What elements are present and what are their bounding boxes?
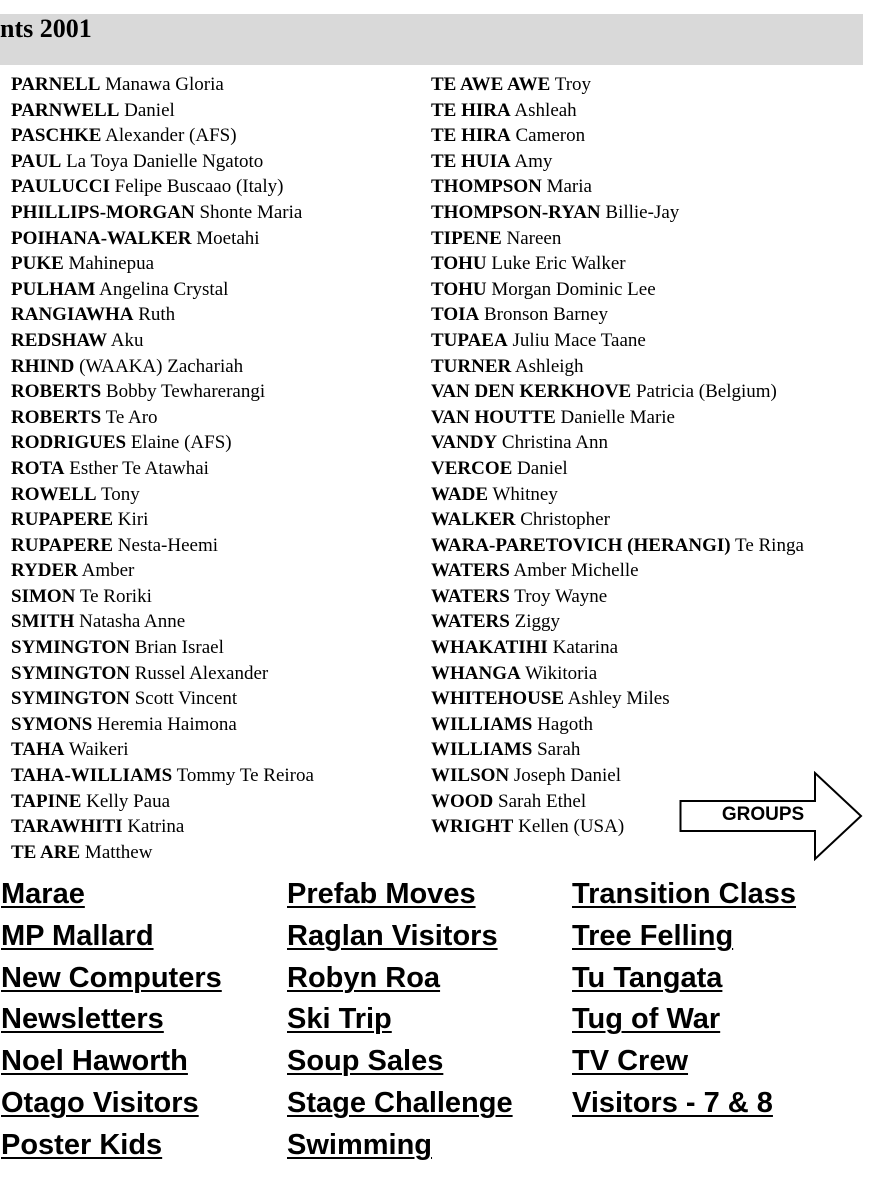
student-surname: WILSON bbox=[431, 765, 510, 787]
student-surname: SMITH bbox=[11, 611, 75, 633]
student-surname: SYMINGTON bbox=[11, 637, 130, 659]
link-swimming[interactable]: Swimming bbox=[287, 1128, 433, 1161]
page-title: nts 2001 bbox=[0, 14, 92, 43]
student-name bbox=[11, 737, 314, 763]
student-given-names: Te Roriki bbox=[79, 585, 152, 607]
student-name bbox=[431, 405, 804, 431]
groups-button-label: GROUPS bbox=[721, 804, 805, 825]
student-surname: VANDY bbox=[431, 432, 498, 454]
student-given-names: Nareen bbox=[506, 227, 562, 249]
student-given-names: (WAAKA) Zachariah bbox=[79, 355, 244, 377]
group-link-item bbox=[287, 1041, 513, 1083]
student-given-names: Kiri bbox=[117, 509, 149, 531]
student-given-names: Christina Ann bbox=[501, 432, 609, 454]
link-tree-felling[interactable]: Tree Felling bbox=[572, 919, 734, 952]
student-surname: PASCHKE bbox=[11, 125, 102, 147]
link-tv-crew[interactable]: TV Crew bbox=[572, 1045, 689, 1078]
student-given-names: Ashleigh bbox=[514, 355, 584, 377]
student-name bbox=[11, 763, 314, 789]
student-surname: TE ARE bbox=[11, 841, 81, 863]
student-given-names: Sarah bbox=[537, 739, 581, 761]
student-surname: WATERS bbox=[431, 560, 510, 582]
student-list-right bbox=[431, 72, 804, 840]
student-given-names: Morgan Dominic Lee bbox=[491, 278, 656, 300]
student-surname: TARAWHITI bbox=[11, 816, 123, 838]
student-given-names: La Toya Danielle Ngatoto bbox=[66, 150, 264, 172]
student-surname: VAN HOUTTE bbox=[431, 406, 556, 428]
group-link-item bbox=[1, 874, 222, 916]
student-name bbox=[11, 405, 314, 431]
student-surname: TURNER bbox=[431, 355, 512, 377]
student-given-names: Nesta-Heemi bbox=[117, 534, 219, 556]
student-given-names: Amy bbox=[514, 150, 553, 172]
student-surname: RYDER bbox=[11, 560, 78, 582]
student-surname: PUKE bbox=[11, 253, 64, 275]
link-prefab-moves[interactable]: Prefab Moves bbox=[287, 878, 476, 910]
student-given-names: Maria bbox=[546, 176, 592, 198]
group-link-item bbox=[1, 1125, 222, 1167]
student-given-names: Luke Eric Walker bbox=[491, 253, 626, 275]
group-link-item bbox=[287, 916, 513, 958]
link-ski-trip[interactable]: Ski Trip bbox=[287, 1003, 392, 1036]
student-name bbox=[11, 456, 314, 482]
student-name bbox=[431, 251, 804, 277]
student-name bbox=[431, 379, 804, 405]
student-given-names: Joseph Daniel bbox=[513, 765, 622, 787]
student-surname: PARNWELL bbox=[11, 99, 120, 121]
student-surname: WRIGHT bbox=[431, 816, 514, 838]
group-link-item bbox=[287, 1083, 513, 1125]
student-name bbox=[11, 277, 314, 303]
link-mp-mallard[interactable]: MP Mallard bbox=[1, 919, 154, 952]
group-link-item bbox=[287, 958, 513, 1000]
student-surname: PARNELL bbox=[11, 74, 101, 95]
group-link-item bbox=[1, 999, 222, 1041]
student-name bbox=[11, 814, 314, 840]
student-name bbox=[431, 123, 804, 149]
group-link-item bbox=[1, 1083, 222, 1125]
student-surname: TE HUIA bbox=[431, 150, 511, 172]
student-given-names: Patricia (Belgium) bbox=[635, 381, 777, 403]
student-given-names: Brian Israel bbox=[134, 637, 224, 659]
link-poster-kids[interactable]: Poster Kids bbox=[1, 1128, 163, 1161]
link-raglan-visitors[interactable]: Raglan Visitors bbox=[287, 919, 498, 952]
student-name bbox=[11, 123, 314, 149]
student-given-names: Heremia Haimona bbox=[97, 713, 237, 735]
student-name bbox=[431, 302, 804, 328]
student-given-names: Moetahi bbox=[196, 227, 260, 249]
student-surname: TE HIRA bbox=[431, 125, 511, 147]
student-given-names: Juliu Mace Taane bbox=[512, 329, 646, 351]
link-visitors-7-8[interactable]: Visitors - 7 & 8 bbox=[572, 1086, 773, 1119]
student-surname: VERCOE bbox=[431, 457, 513, 479]
group-link-item bbox=[572, 1041, 796, 1083]
link-new-computers[interactable]: New Computers bbox=[1, 961, 222, 994]
student-name bbox=[11, 609, 314, 635]
student-name bbox=[11, 635, 314, 661]
student-surname: PHILLIPS-MORGAN bbox=[11, 201, 195, 223]
group-link-item bbox=[1, 958, 222, 1000]
student-given-names: Felipe Buscaao (Italy) bbox=[114, 176, 284, 198]
student-surname: WOOD bbox=[431, 790, 494, 812]
student-given-names: Mahinepua bbox=[68, 253, 155, 275]
student-given-names: Katrina bbox=[127, 816, 185, 838]
student-given-names: Daniel bbox=[124, 99, 175, 121]
student-name bbox=[431, 533, 804, 559]
student-given-names: Ziggy bbox=[514, 611, 560, 633]
link-tug-of-war[interactable]: Tug of War bbox=[572, 1003, 721, 1036]
student-name bbox=[431, 737, 804, 763]
group-links-col-1 bbox=[1, 874, 222, 1167]
student-name bbox=[11, 712, 314, 738]
student-surname: RUPAPERE bbox=[11, 509, 114, 531]
student-surname: WILLIAMS bbox=[431, 739, 533, 761]
student-given-names: Natasha Anne bbox=[79, 611, 186, 633]
student-surname: TOHU bbox=[431, 253, 487, 275]
link-robyn-roa[interactable]: Robyn Roa bbox=[287, 961, 441, 994]
student-name bbox=[431, 72, 804, 98]
student-given-names: Te Aro bbox=[105, 406, 158, 428]
student-surname: PAULUCCI bbox=[11, 176, 110, 198]
student-surname: THOMPSON-RYAN bbox=[431, 201, 601, 223]
student-name bbox=[431, 149, 804, 175]
student-name bbox=[11, 789, 314, 815]
student-name bbox=[11, 840, 314, 866]
student-surname: TE AWE AWE bbox=[431, 74, 551, 95]
group-link-item bbox=[1, 1041, 222, 1083]
group-link-item bbox=[287, 999, 513, 1041]
student-given-names: Angelina Crystal bbox=[99, 278, 229, 300]
student-surname: VAN DEN KERKHOVE bbox=[431, 381, 632, 403]
student-surname: WHITEHOUSE bbox=[431, 688, 565, 710]
student-list-left bbox=[11, 72, 314, 865]
student-given-names: Hagoth bbox=[537, 713, 594, 735]
student-name bbox=[431, 354, 804, 380]
student-given-names: Cameron bbox=[515, 125, 586, 147]
student-name bbox=[431, 200, 804, 226]
student-surname: WHAKATIHI bbox=[431, 637, 548, 659]
student-given-names: Ashleah bbox=[514, 99, 577, 121]
student-name bbox=[11, 328, 314, 354]
student-given-names: Ruth bbox=[138, 304, 176, 326]
group-link-item bbox=[572, 958, 796, 1000]
student-surname: ROBERTS bbox=[11, 406, 102, 428]
student-name bbox=[431, 328, 804, 354]
student-given-names: Katarina bbox=[552, 637, 618, 659]
student-given-names: Christopher bbox=[520, 509, 610, 531]
student-name bbox=[431, 430, 804, 456]
student-name bbox=[431, 507, 804, 533]
student-name bbox=[11, 174, 314, 200]
student-given-names: Troy Wayne bbox=[514, 585, 608, 607]
student-name bbox=[431, 226, 804, 252]
student-name bbox=[11, 354, 314, 380]
student-name bbox=[431, 456, 804, 482]
group-link-item bbox=[287, 874, 513, 916]
student-given-names: Alexander (AFS) bbox=[105, 125, 237, 147]
student-name bbox=[11, 661, 314, 687]
student-name bbox=[431, 98, 804, 124]
group-link-item bbox=[572, 874, 796, 916]
student-given-names: Bobby Tewharerangi bbox=[105, 381, 266, 403]
link-marae[interactable]: Marae bbox=[1, 878, 85, 910]
student-surname: WATERS bbox=[431, 611, 510, 633]
group-link-item bbox=[572, 916, 796, 958]
student-given-names: Matthew bbox=[84, 841, 153, 863]
student-given-names: Daniel bbox=[517, 457, 568, 479]
student-surname: WATERS bbox=[431, 585, 510, 607]
student-surname: SYMONS bbox=[11, 713, 93, 735]
student-name bbox=[11, 558, 314, 584]
student-name bbox=[11, 584, 314, 610]
student-name bbox=[11, 251, 314, 277]
student-surname: SIMON bbox=[11, 585, 76, 607]
student-name bbox=[11, 302, 314, 328]
student-given-names: Tony bbox=[100, 483, 140, 505]
student-surname: POIHANA-WALKER bbox=[11, 227, 192, 249]
student-name bbox=[431, 558, 804, 584]
student-surname: PAUL bbox=[11, 150, 62, 172]
student-name bbox=[431, 609, 804, 635]
student-given-names: Ashley Miles bbox=[567, 688, 670, 710]
student-surname: RANGIAWHA bbox=[11, 304, 134, 326]
student-name bbox=[11, 98, 314, 124]
link-noel-haworth[interactable]: Noel Haworth bbox=[1, 1045, 188, 1078]
student-name bbox=[11, 226, 314, 252]
student-name bbox=[11, 200, 314, 226]
groups-arrow-button[interactable] bbox=[679, 771, 863, 861]
group-link-item bbox=[572, 999, 796, 1041]
student-name bbox=[431, 686, 804, 712]
student-name bbox=[431, 635, 804, 661]
group-links-col-3 bbox=[572, 874, 796, 1125]
student-surname: RHIND bbox=[11, 355, 75, 377]
group-links-col-2 bbox=[287, 874, 513, 1167]
student-given-names: Manawa Gloria bbox=[105, 74, 224, 95]
student-surname: SYMINGTON bbox=[11, 688, 130, 710]
link-tu-tangata[interactable]: Tu Tangata bbox=[572, 961, 723, 994]
student-surname: TUPAEA bbox=[431, 329, 508, 351]
group-link-item bbox=[572, 1083, 796, 1125]
group-link-item bbox=[1, 916, 222, 958]
student-surname: WHANGA bbox=[431, 662, 521, 684]
link-soup-sales[interactable]: Soup Sales bbox=[287, 1045, 444, 1078]
student-surname: TIPENE bbox=[431, 227, 502, 249]
student-surname: TOIA bbox=[431, 304, 480, 326]
student-surname: WILLIAMS bbox=[431, 713, 533, 735]
student-given-names: Russel Alexander bbox=[134, 662, 269, 684]
student-name bbox=[431, 482, 804, 508]
student-surname: TAHA bbox=[11, 739, 65, 761]
student-given-names: Wikitoria bbox=[525, 662, 598, 684]
student-surname: TE HIRA bbox=[431, 99, 511, 121]
student-surname: PULHAM bbox=[11, 278, 96, 300]
student-given-names: Waikeri bbox=[68, 739, 129, 761]
student-surname: ROTA bbox=[11, 457, 65, 479]
student-name bbox=[11, 72, 314, 98]
student-name bbox=[11, 430, 314, 456]
student-given-names: Shonte Maria bbox=[199, 201, 303, 223]
student-given-names: Aku bbox=[110, 329, 144, 351]
student-given-names: Scott Vincent bbox=[134, 688, 238, 710]
student-given-names: Esther Te Atawhai bbox=[69, 457, 209, 479]
student-surname: TOHU bbox=[431, 278, 487, 300]
student-given-names: Te Ringa bbox=[735, 534, 804, 556]
student-given-names: Amber Michelle bbox=[513, 560, 639, 582]
student-name bbox=[11, 686, 314, 712]
student-given-names: Tommy Te Reiroa bbox=[176, 765, 314, 787]
student-surname: WADE bbox=[431, 483, 489, 505]
link-newsletters[interactable]: Newsletters bbox=[1, 1003, 164, 1036]
student-name bbox=[431, 712, 804, 738]
link-stage-challenge[interactable]: Stage Challenge bbox=[287, 1086, 513, 1119]
link-otago-visitors[interactable]: Otago Visitors bbox=[1, 1086, 199, 1119]
student-surname: TAHA-WILLIAMS bbox=[11, 765, 173, 787]
student-surname: SYMINGTON bbox=[11, 662, 130, 684]
student-surname: ROWELL bbox=[11, 483, 97, 505]
student-surname: RUPAPERE bbox=[11, 534, 114, 556]
student-name bbox=[11, 533, 314, 559]
student-given-names: Bronson Barney bbox=[483, 304, 608, 326]
student-name bbox=[11, 379, 314, 405]
student-surname: REDSHAW bbox=[11, 329, 108, 351]
student-given-names: Kelly Paua bbox=[86, 790, 171, 812]
student-name bbox=[11, 507, 314, 533]
student-given-names: Whitney bbox=[492, 483, 558, 505]
student-name bbox=[431, 661, 804, 687]
header-bar bbox=[0, 14, 863, 65]
student-name bbox=[11, 482, 314, 508]
student-surname: TAPINE bbox=[11, 790, 82, 812]
student-given-names: Troy bbox=[554, 74, 592, 95]
student-given-names: Kellen (USA) bbox=[518, 816, 625, 838]
student-given-names: Danielle Marie bbox=[560, 406, 675, 428]
student-name bbox=[11, 149, 314, 175]
group-link-item bbox=[287, 1125, 513, 1167]
student-name bbox=[431, 584, 804, 610]
student-name bbox=[431, 277, 804, 303]
link-transition-class[interactable]: Transition Class bbox=[572, 878, 797, 910]
arrow-right-icon bbox=[681, 773, 862, 859]
student-given-names: Billie-Jay bbox=[605, 201, 680, 223]
student-surname: THOMPSON bbox=[431, 176, 542, 198]
student-given-names: Amber bbox=[81, 560, 135, 582]
student-given-names: Sarah Ethel bbox=[498, 790, 587, 812]
student-surname: WARA-PARETOVICH (HERANGI) bbox=[431, 534, 731, 556]
student-given-names: Elaine (AFS) bbox=[130, 432, 232, 454]
student-name bbox=[431, 174, 804, 200]
student-surname: ROBERTS bbox=[11, 381, 102, 403]
student-surname: RODRIGUES bbox=[11, 432, 127, 454]
student-surname: WALKER bbox=[431, 509, 516, 531]
